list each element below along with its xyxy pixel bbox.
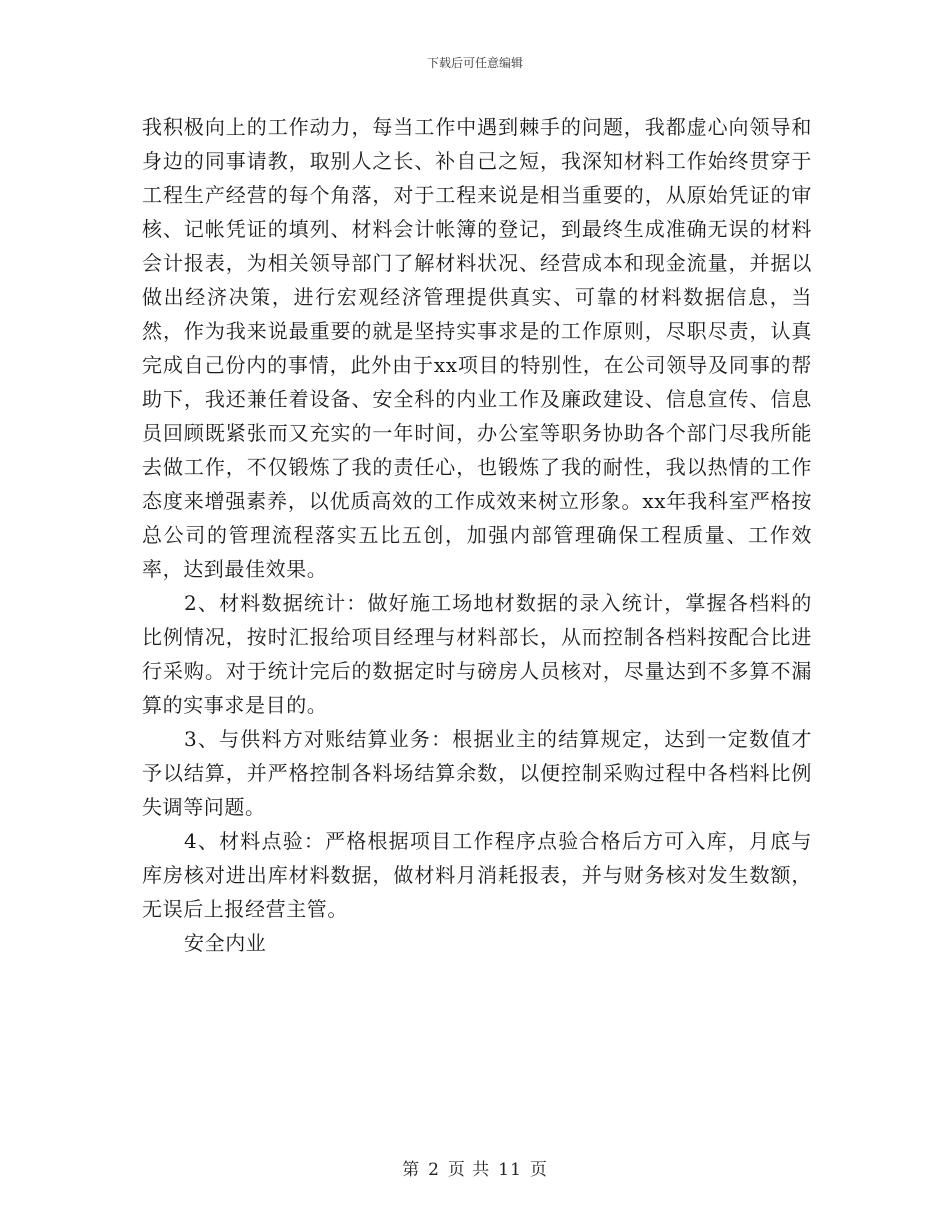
footer-page-number: 2 xyxy=(428,1160,440,1180)
paragraph-material-statistics: 2、材料数据统计：做好施工场地材数据的录入统计，掌握各档料的比例情况，按时汇报给项目经理与材料部长，从而控制各档料按配合比进行采购。对于统计完后的数据定时与磅房人员核对，尽量达到不多算不漏算的实事求是目的。 xyxy=(142,591,812,717)
footer-suffix: 页 xyxy=(529,1160,548,1180)
paragraph-supplier-settlement: 3、与供料方对账结算业务：根据业主的结算规定，达到一定数值才予以结算，并严格控制各料场结算余数，以便控制采购过程中各档料比例失调等问题。 xyxy=(142,727,812,819)
footer-total-pages: 11 xyxy=(498,1160,522,1180)
paragraph-material-inspection: 4、材料点验：严格根据项目工作程序点验合格后方可入库，月底与库房核对进出库材料数据，做材料月消耗报表，并与财务核对发生数额，无误后上报经营主管。 xyxy=(142,829,812,921)
section-heading-safety: 安全内业 xyxy=(184,931,267,955)
paragraph-continuation: 我积极向上的工作动力，每当工作中遇到棘手的问题，我都虚心向领导和身边的同事请教，取别人之长、补自己之短，我深知材料工作始终贯穿于工程生产经营的每个角落，对于工程来说是相当重要的，从原始凭证的审核、记帐凭证的填列、材料会计帐簿的登记，到最终生成准确无误的材料会计报表，为相关领导部门了解材料状况、经营成本和现金流量，并据以做出经济决策，进行宏观经济管理提供真实、可靠的材料数据信息，当然，作为我来说最重要的就是坚持实事求是的工作原则，尽职尽责，认真完成自己份内的事情，此外由于xx项目的特别性，在公司领导及同事的帮助下，我还兼任着设备、安全科的内业工作及廉政建设、信息宣传、信息员回顾既紧张而又充实的一年时间，办公室等职务协助各个部门尽我所能去做工作，不仅锻炼了我的责任心，也锻炼了我的耐性，我以热情的工作态度来增强素养，以优质高效的工作成效来树立形象。xx年我科室严格按总公司的管理流程落实五比五创，加强内部管理确保工程质量、工作效率，达到最佳效果。 xyxy=(142,115,812,581)
document-body xyxy=(142,110,812,960)
footer-middle: 页 共 xyxy=(447,1160,491,1180)
page-footer xyxy=(0,1155,950,1180)
page-header-note: 下载后可任意编辑 xyxy=(426,56,523,70)
footer-prefix: 第 xyxy=(402,1160,421,1180)
